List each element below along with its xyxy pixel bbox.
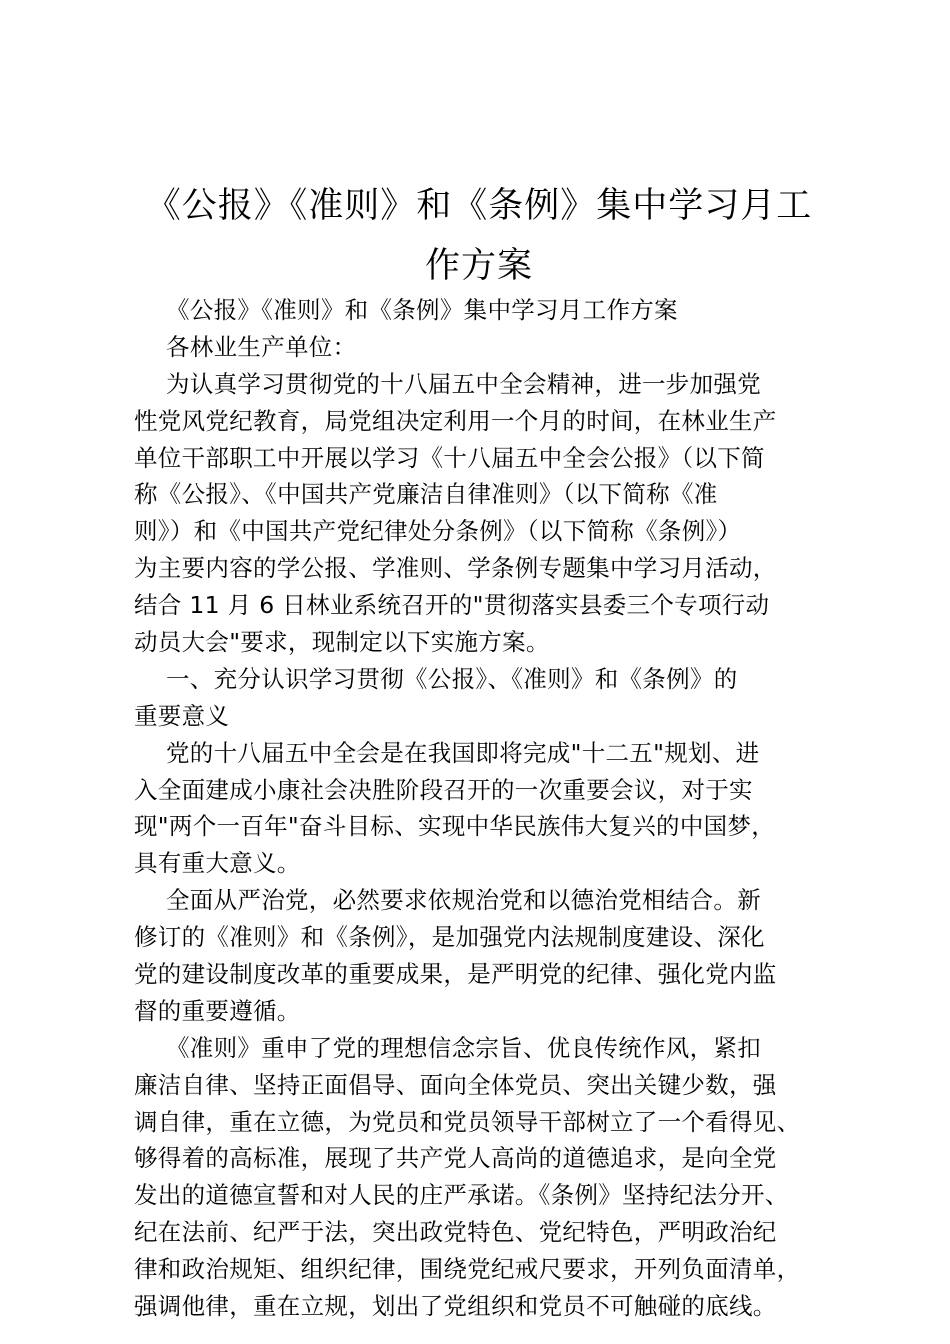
document-title-line-2: 作方案 — [424, 246, 533, 286]
text-line: 一、充分认识学习贯彻《公报》、《准则》和《条例》的 — [166, 664, 738, 693]
text-line: 为主要内容的学公报、学准则、学条例专题集中学习月活动， — [134, 554, 777, 583]
text-line: 督的重要遵循。 — [134, 996, 301, 1025]
text-line: 《公报》《准则》和《条例》集中学习月工作方案 — [166, 296, 678, 324]
text-line: 党的十八届五中全会是在我国即将完成"十二五"规划、进 — [166, 738, 760, 767]
text-line: 够得着的高标准，展现了共产党人高尚的道德追求，是向全党 — [134, 1144, 777, 1173]
text-line: 结合 11 月 6 日林业系统召开的"贯彻落实县委三个专项行动 — [134, 591, 770, 620]
text-line: 单位干部职工中开展以学习《十八届五中全会公报》（以下简 — [134, 443, 765, 472]
text-line: 党的建设制度改革的重要成果，是严明党的纪律、强化党内监 — [134, 960, 777, 989]
text-line: 纪在法前、纪严于法，突出政党特色、党纪特色，严明政治纪 — [134, 1218, 777, 1247]
text-line: 重要意义 — [134, 701, 230, 730]
text-line: 性党风党纪教育，局党组决定利用一个月的时间，在林业生产 — [134, 406, 777, 435]
text-line: 全面从严治党，必然要求依规治党和以德治党相结合。新 — [166, 886, 761, 915]
text-line: 称《公报》、《中国共产党廉洁自律准则》（以下简称《准 — [134, 480, 718, 509]
text-line: 入全面建成小康社会决胜阶段召开的一次重要会议，对于实 — [134, 775, 753, 804]
text-line: 修订的《准则》和《条例》，是加强党内法规制度建设、深化 — [134, 923, 765, 952]
text-line: 动员大会"要求，现制定以下实施方案。 — [134, 628, 550, 657]
text-line: 强调他律，重在立规，划出了党组织和党员不可触碰的底线。 — [134, 1292, 777, 1321]
text-line: 《准则》重申了党的理想信念宗旨、优良传统作风，紧扣 — [166, 1033, 761, 1062]
text-line: 廉洁自律、坚持正面倡导、面向全体党员、突出关键少数，强 — [134, 1070, 777, 1099]
text-line: 调自律，重在立德，为党员和党员领导干部树立了一个看得见、 — [134, 1107, 801, 1136]
text-line: 则》）和《中国共产党纪律处分条例》（以下简称《条例》） — [134, 517, 742, 546]
document-title-line-1: 《公报》《准则》和《条例》集中学习月工 — [145, 186, 813, 226]
text-line: 发出的道德宣誓和对人民的庄严承诺。《条例》坚持纪法分开、 — [134, 1181, 789, 1210]
text-line: 为认真学习贯彻党的十八届五中全会精神，进一步加强党 — [166, 369, 761, 398]
document-body — [134, 292, 854, 1325]
text-line: 律和政治规矩、组织纪律，围绕党纪戒尺要求，开列负面清单， — [134, 1255, 801, 1284]
text-line: 各林业生产单位： — [166, 332, 357, 361]
text-line: 具有重大意义。 — [134, 849, 301, 878]
text-line: 现"两个一百年"奋斗目标、实现中华民族伟大复兴的中国梦， — [134, 812, 776, 841]
